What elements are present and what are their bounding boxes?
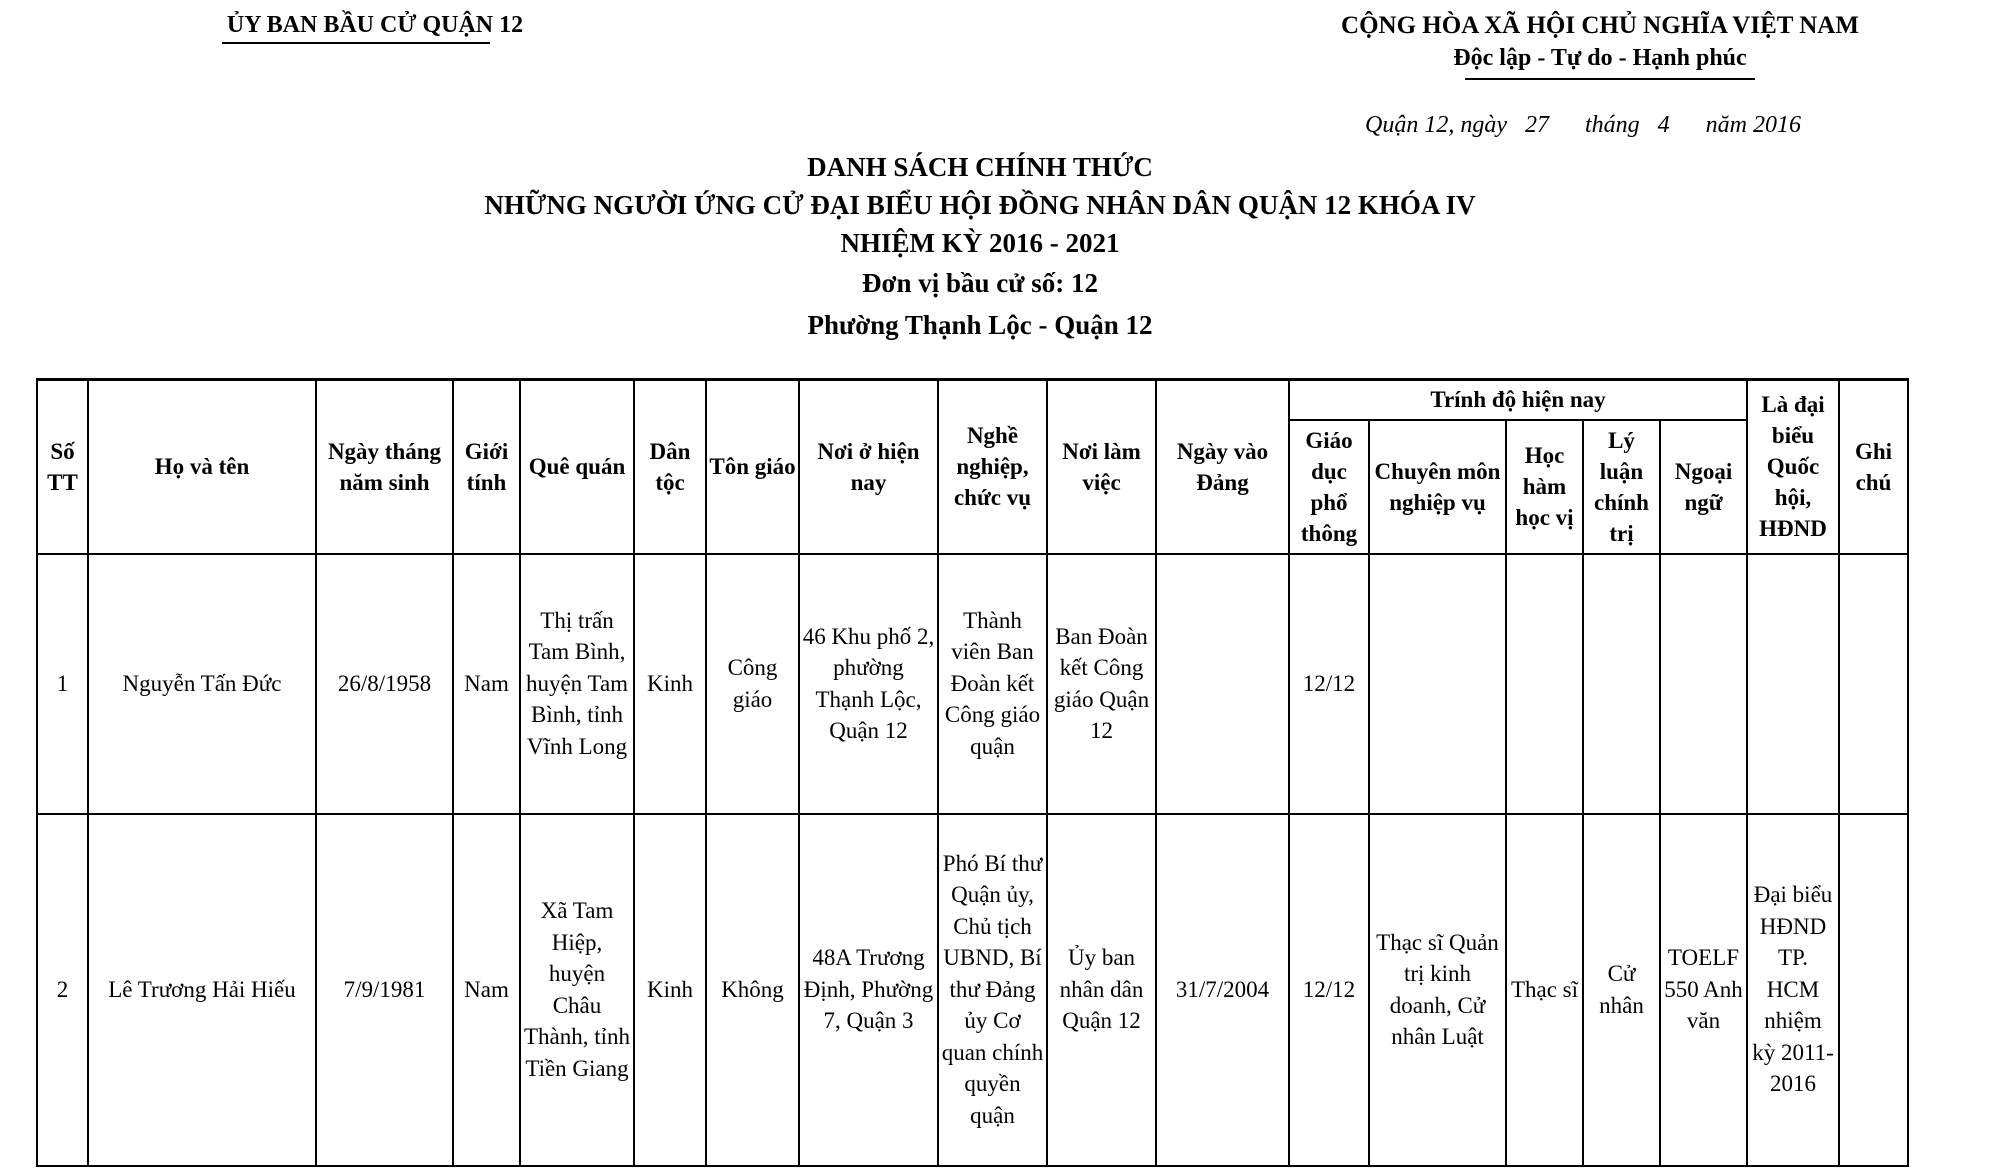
header-ethnicity: Dân tộc — [634, 380, 706, 554]
cell-religion: Không — [706, 814, 799, 1166]
country-name: CỘNG HÒA XÃ HỘI CHỦ NGHĨA VIỆT NAM — [1341, 12, 1859, 39]
header-name: Họ và tên — [88, 380, 316, 554]
cell-party-date: 31/7/2004 — [1156, 814, 1289, 1166]
document-title: DANH SÁCH CHÍNH THỨC — [807, 152, 1153, 182]
cell-professional — [1369, 554, 1506, 814]
cell-name: Nguyễn Tấn Đức — [88, 554, 316, 814]
cell-political: Cử nhân — [1583, 814, 1660, 1166]
cell-stt: 2 — [37, 814, 88, 1166]
cell-general-edu: 12/12 — [1289, 554, 1369, 814]
header-stt: Số TT — [37, 380, 88, 554]
header-hometown: Quê quán — [520, 380, 634, 554]
cell-party-date — [1156, 554, 1289, 814]
cell-dob: 26/8/1958 — [316, 554, 453, 814]
table-header-row — [37, 380, 1908, 420]
candidate-table — [36, 378, 1909, 1167]
cell-note — [1839, 814, 1908, 1166]
header-degree: Học hàm học vị — [1506, 420, 1583, 554]
cell-residence: 46 Khu phố 2, phường Thạnh Lộc, Quận 12 — [799, 554, 938, 814]
table-row — [37, 814, 1908, 1166]
document-subtitle: NHỮNG NGƯỜI ỨNG CỬ ĐẠI BIỂU HỘI ĐỒNG NHÂN DÂN QUẬN 12 KHÓA IV — [484, 190, 1476, 220]
cell-language — [1660, 554, 1747, 814]
header-residence: Nơi ở hiện nay — [799, 380, 938, 554]
electoral-unit: Đơn vị bầu cử số: 12 — [862, 268, 1098, 298]
national-header — [1300, 10, 1900, 74]
issuing-authority-text: ỦY BAN BẦU CỬ QUẬN 12 — [226, 12, 524, 38]
header-language: Ngoại ngữ — [1660, 420, 1747, 554]
header-note: Ghi chú — [1839, 380, 1908, 554]
cell-political — [1583, 554, 1660, 814]
authority-underline — [222, 42, 490, 44]
header-party-date: Ngày vào Đảng — [1156, 380, 1289, 554]
cell-religion: Công giáo — [706, 554, 799, 814]
header-political: Lý luận chính trị — [1583, 420, 1660, 554]
header-professional: Chuyên môn nghiệp vụ — [1369, 420, 1506, 554]
cell-name: Lê Trương Hải Hiếu — [88, 814, 316, 1166]
cell-stt: 1 — [37, 554, 88, 814]
cell-ethnicity: Kinh — [634, 814, 706, 1166]
cell-delegate — [1747, 554, 1839, 814]
cell-degree: Thạc sĩ — [1506, 814, 1583, 1166]
cell-workplace: Ban Đoàn kết Công giáo Quận 12 — [1047, 554, 1156, 814]
header-dob: Ngày tháng năm sinh — [316, 380, 453, 554]
national-motto: Độc lập - Tự do - Hạnh phúc — [1453, 45, 1747, 71]
cell-gender: Nam — [453, 554, 520, 814]
header-delegate: Là đại biểu Quốc hội, HĐND — [1747, 380, 1839, 554]
cell-language: TOELF 550 Anh văn — [1660, 814, 1747, 1166]
table-row — [37, 554, 1908, 814]
header-general-edu: Giáo dục phổ thông — [1289, 420, 1369, 554]
issuing-authority — [210, 12, 540, 39]
cell-general-edu: 12/12 — [1289, 814, 1369, 1166]
cell-gender: Nam — [453, 814, 520, 1166]
header-religion: Tôn giáo — [706, 380, 799, 554]
header-occupation: Nghề nghiệp, chức vụ — [938, 380, 1047, 554]
cell-occupation: Thành viên Ban Đoàn kết Công giáo quận — [938, 554, 1047, 814]
header-education-group: Trính độ hiện nay — [1289, 380, 1747, 420]
cell-hometown: Xã Tam Hiệp, huyện Châu Thành, tỉnh Tiền Giang — [520, 814, 634, 1166]
cell-note — [1839, 554, 1908, 814]
cell-delegate: Đại biểu HĐND TP. HCM nhiệm kỳ 2011-2016 — [1747, 814, 1839, 1166]
header-workplace: Nơi làm việc — [1047, 380, 1156, 554]
cell-residence: 48A Trương Định, Phường 7, Quận 3 — [799, 814, 938, 1166]
cell-occupation: Phó Bí thư Quận ủy, Chủ tịch UBND, Bí thư Đảng ủy Cơ quan chính quyền quận — [938, 814, 1047, 1166]
motto-underline — [1465, 78, 1755, 80]
cell-ethnicity: Kinh — [634, 554, 706, 814]
cell-degree — [1506, 554, 1583, 814]
document-date: Quận 12, ngày 27 tháng 4 năm 2016 — [1365, 112, 1801, 138]
cell-professional: Thạc sĩ Quản trị kinh doanh, Cử nhân Luật — [1369, 814, 1506, 1166]
cell-dob: 7/9/1981 — [316, 814, 453, 1166]
term-title: NHIỆM KỲ 2016 - 2021 — [840, 228, 1120, 258]
ward-name: Phường Thạnh Lộc - Quận 12 — [807, 310, 1153, 340]
header-gender: Giới tính — [453, 380, 520, 554]
cell-hometown: Thị trấn Tam Bình, huyện Tam Bình, tỉnh Vĩnh Long — [520, 554, 634, 814]
cell-workplace: Ủy ban nhân dân Quận 12 — [1047, 814, 1156, 1166]
